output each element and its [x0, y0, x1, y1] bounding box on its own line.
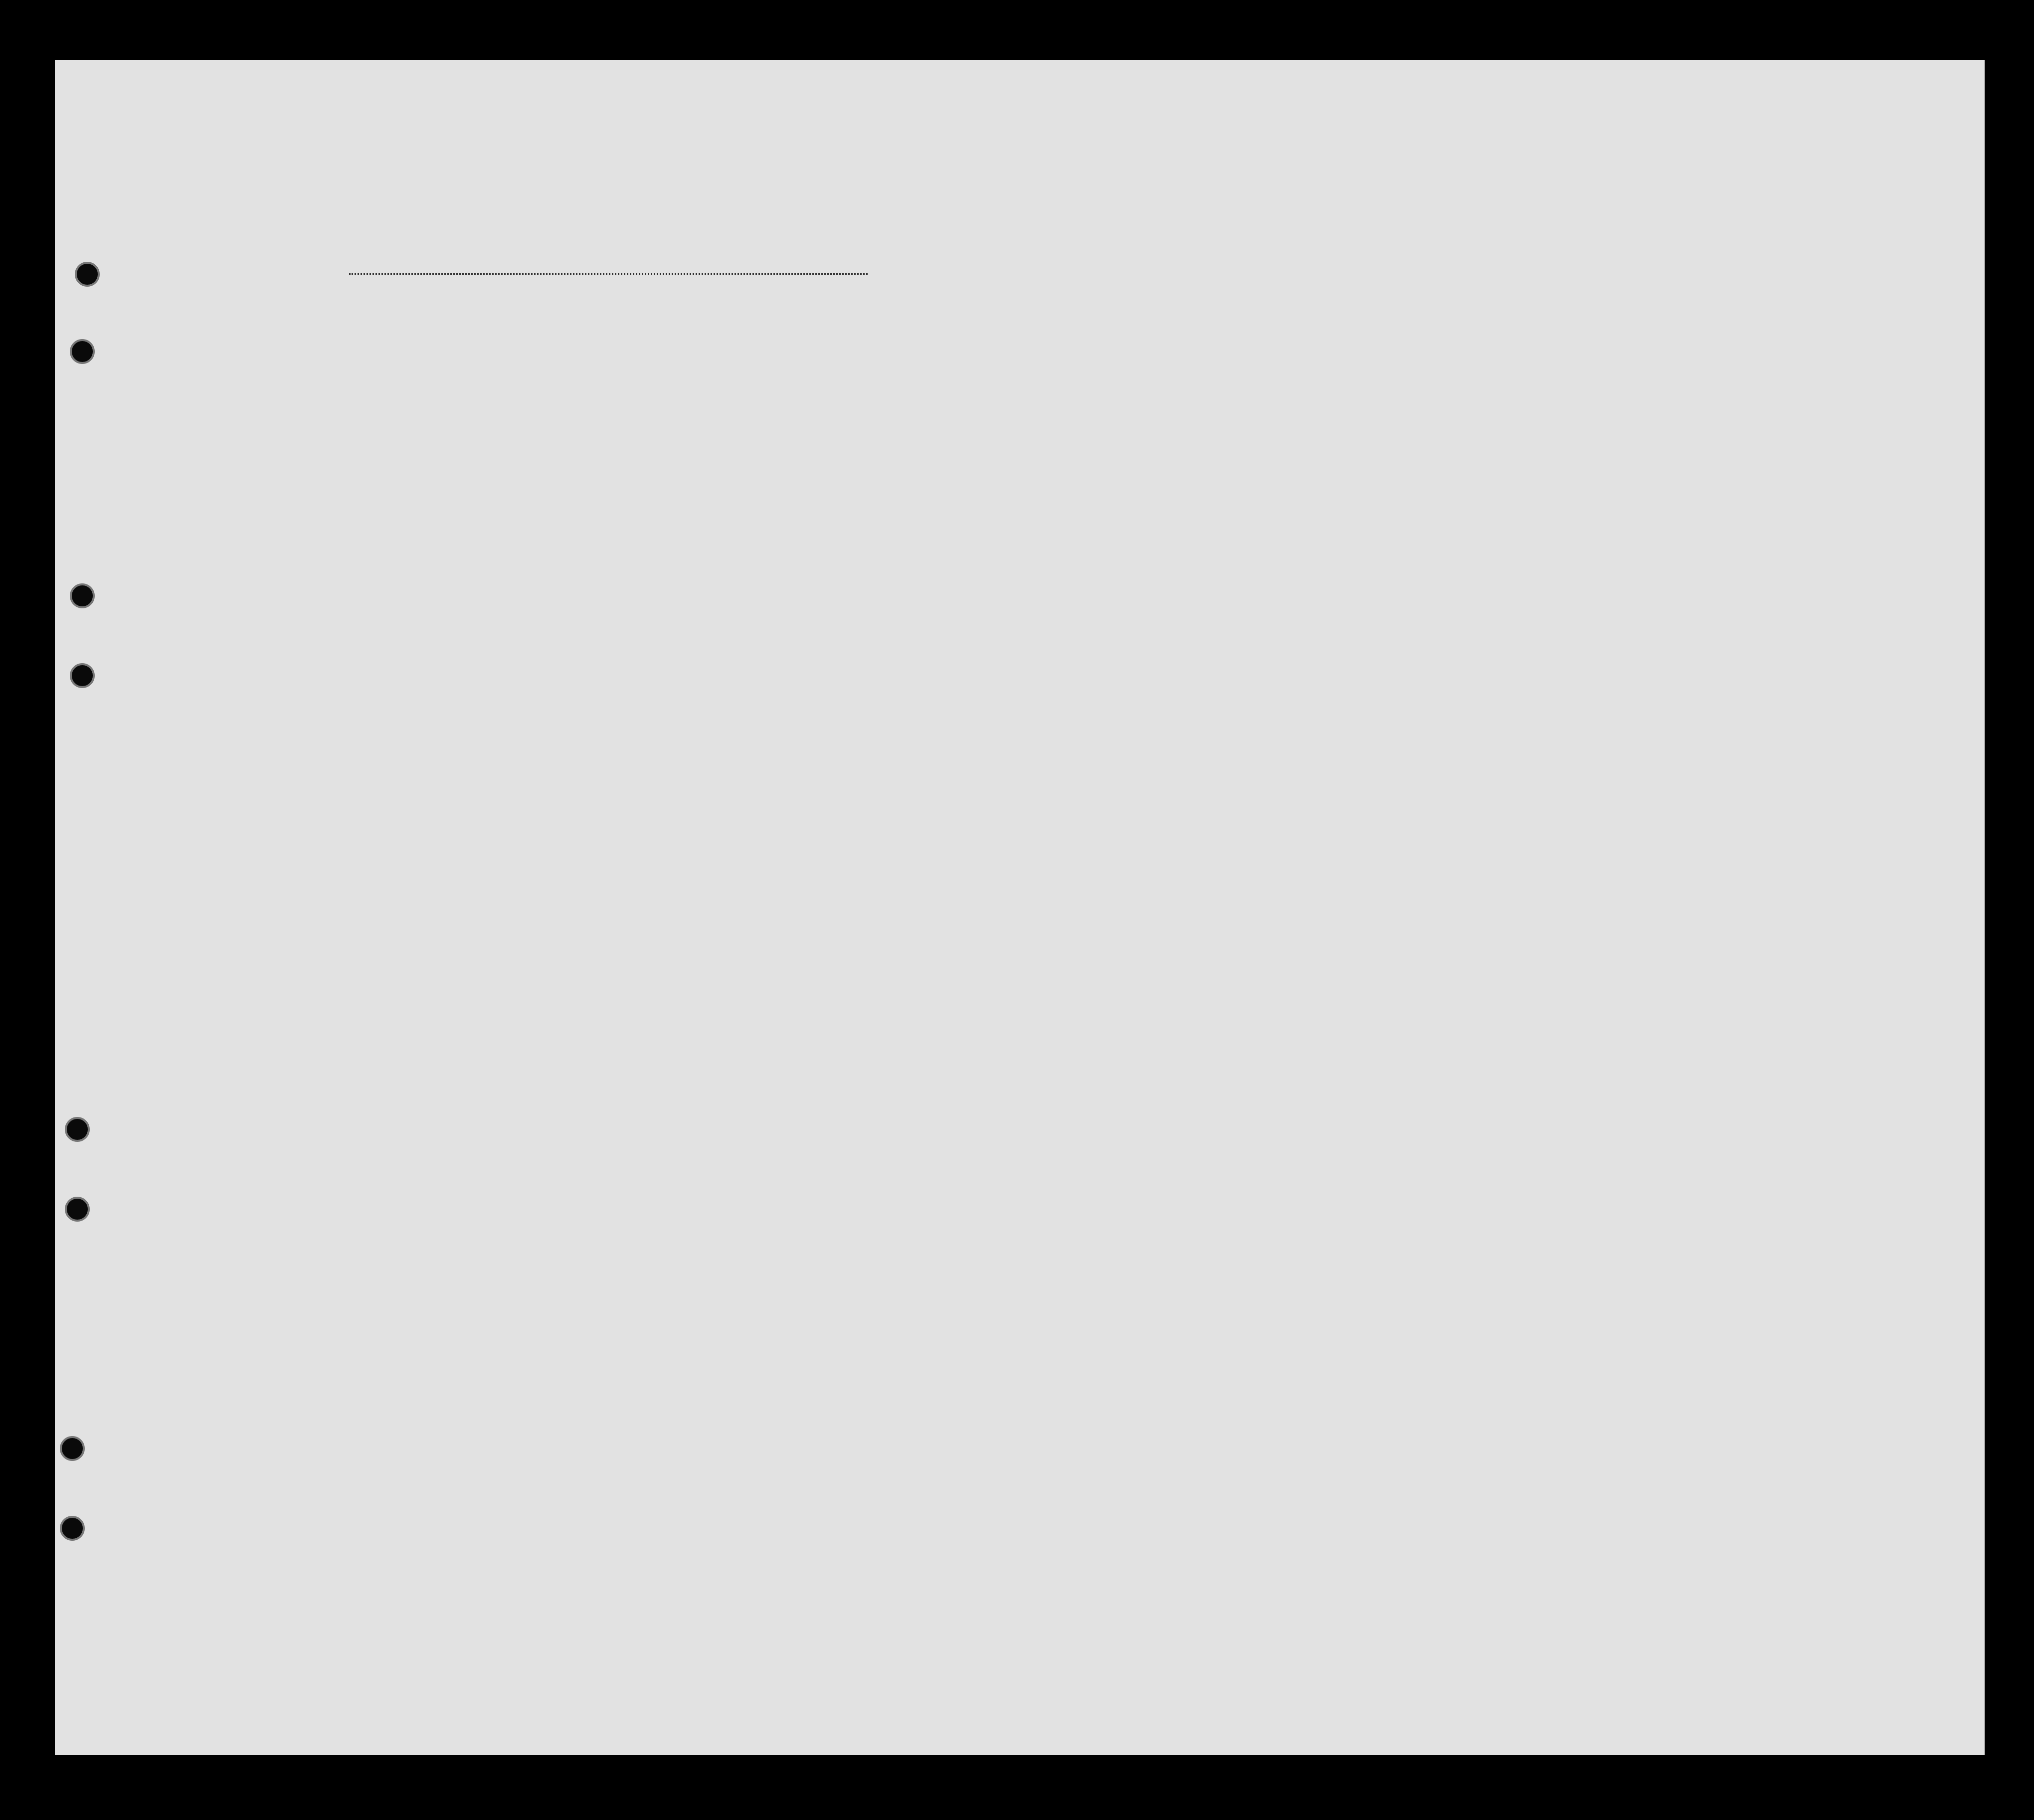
header-become-citizen — [1254, 364, 1282, 454]
header-length-of-stay — [1217, 364, 1244, 454]
header-q28 — [1384, 339, 1424, 454]
header-prison — [1292, 339, 1321, 454]
header-q29 — [1431, 339, 1466, 454]
header-return-intent — [1179, 364, 1207, 454]
